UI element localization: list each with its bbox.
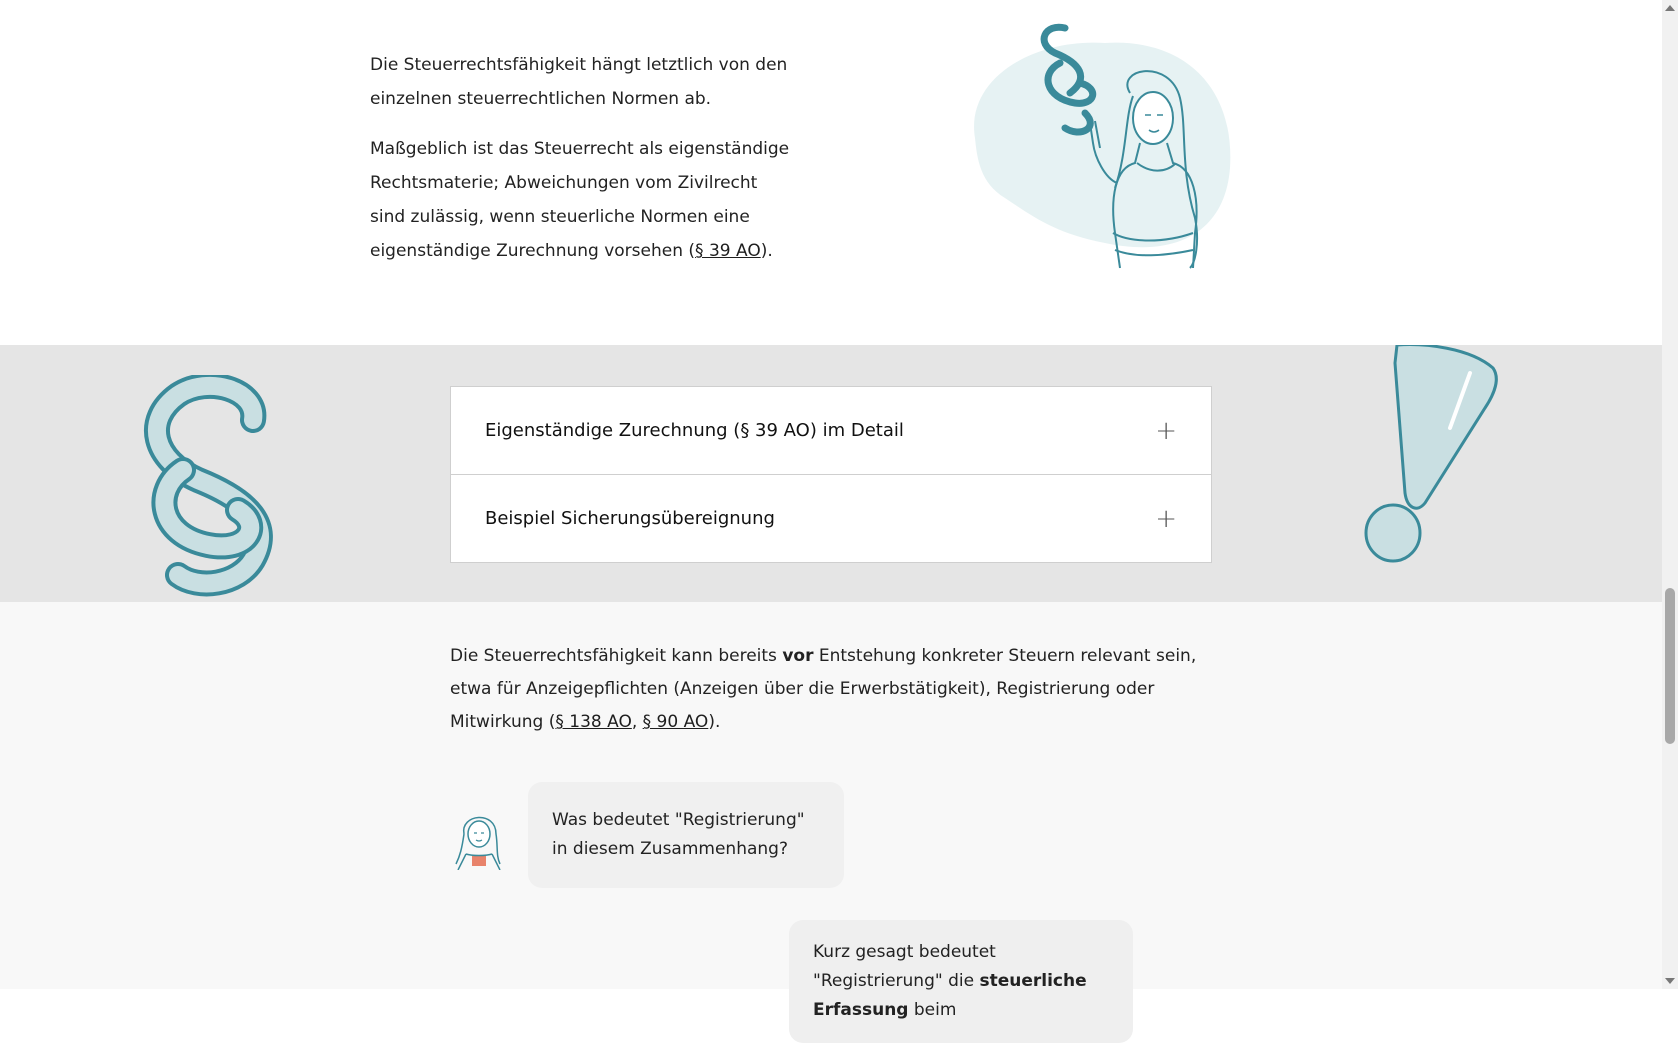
accordion-item-title: Eigenständige Zurechnung (§ 39 AO) im Detail — [485, 420, 904, 441]
question-bubble: Was bedeutet "Registrierung" in diesem Zusammenhang? — [528, 782, 844, 888]
accordion-section — [0, 345, 1662, 602]
woman-illustration — [955, 18, 1255, 278]
intro-paragraph-1: Die Steuerrechtsfähigkeit hängt letztlich von den einzelnen steuerrechtlichen Normen ab. — [370, 55, 788, 109]
accordion-item-zurechnung[interactable] — [451, 387, 1211, 474]
accordion-item-title: Beispiel Sicherungsübereignung — [485, 508, 775, 529]
intro-paragraph-2: Maßgeblich ist das Steuerrecht als eigenständige Rechtsmaterie; Abweichungen vom Zivilrecht sind zulässig, wenn steuerliche Normen eine eigenständige Zurechnung vorsehen (§ 39 AO). — [370, 139, 790, 261]
paragraph-sign-decoration — [138, 375, 298, 602]
content-section — [0, 602, 1662, 1020]
avatar — [452, 806, 506, 870]
plus-icon: + — [1155, 415, 1177, 446]
scrollbar[interactable] — [1662, 0, 1678, 989]
exclamation-mark-decoration — [1355, 345, 1505, 573]
scroll-up-icon[interactable] — [1665, 5, 1675, 11]
link-39-ao[interactable]: § 39 AO — [695, 241, 761, 261]
answer-bubble: Kurz gesagt bedeutet "Registrierung" die steuerliche Erfassung beim — [789, 920, 1133, 1043]
accordion-item-sicherungsuebereignung[interactable] — [451, 474, 1211, 562]
scrollbar-thumb[interactable] — [1665, 588, 1675, 744]
plus-icon: + — [1155, 503, 1177, 534]
intro-text — [370, 48, 790, 284]
intro-section — [0, 0, 1662, 345]
scroll-down-icon[interactable] — [1665, 978, 1675, 984]
accordion — [450, 386, 1212, 563]
body-paragraph: Die Steuerrechtsfähigkeit kann bereits vor Entstehung konkreter Steuern relevant sein, etwa für Anzeigepflichten (Anzeigen über die Erwerbstätigkeit), Registrierung oder Mitwirkung (§ 138 AO, § 90 AO). — [450, 646, 1197, 732]
link-138-ao[interactable]: § 138 AO — [555, 712, 632, 732]
link-90-ao[interactable]: § 90 AO — [642, 712, 709, 732]
